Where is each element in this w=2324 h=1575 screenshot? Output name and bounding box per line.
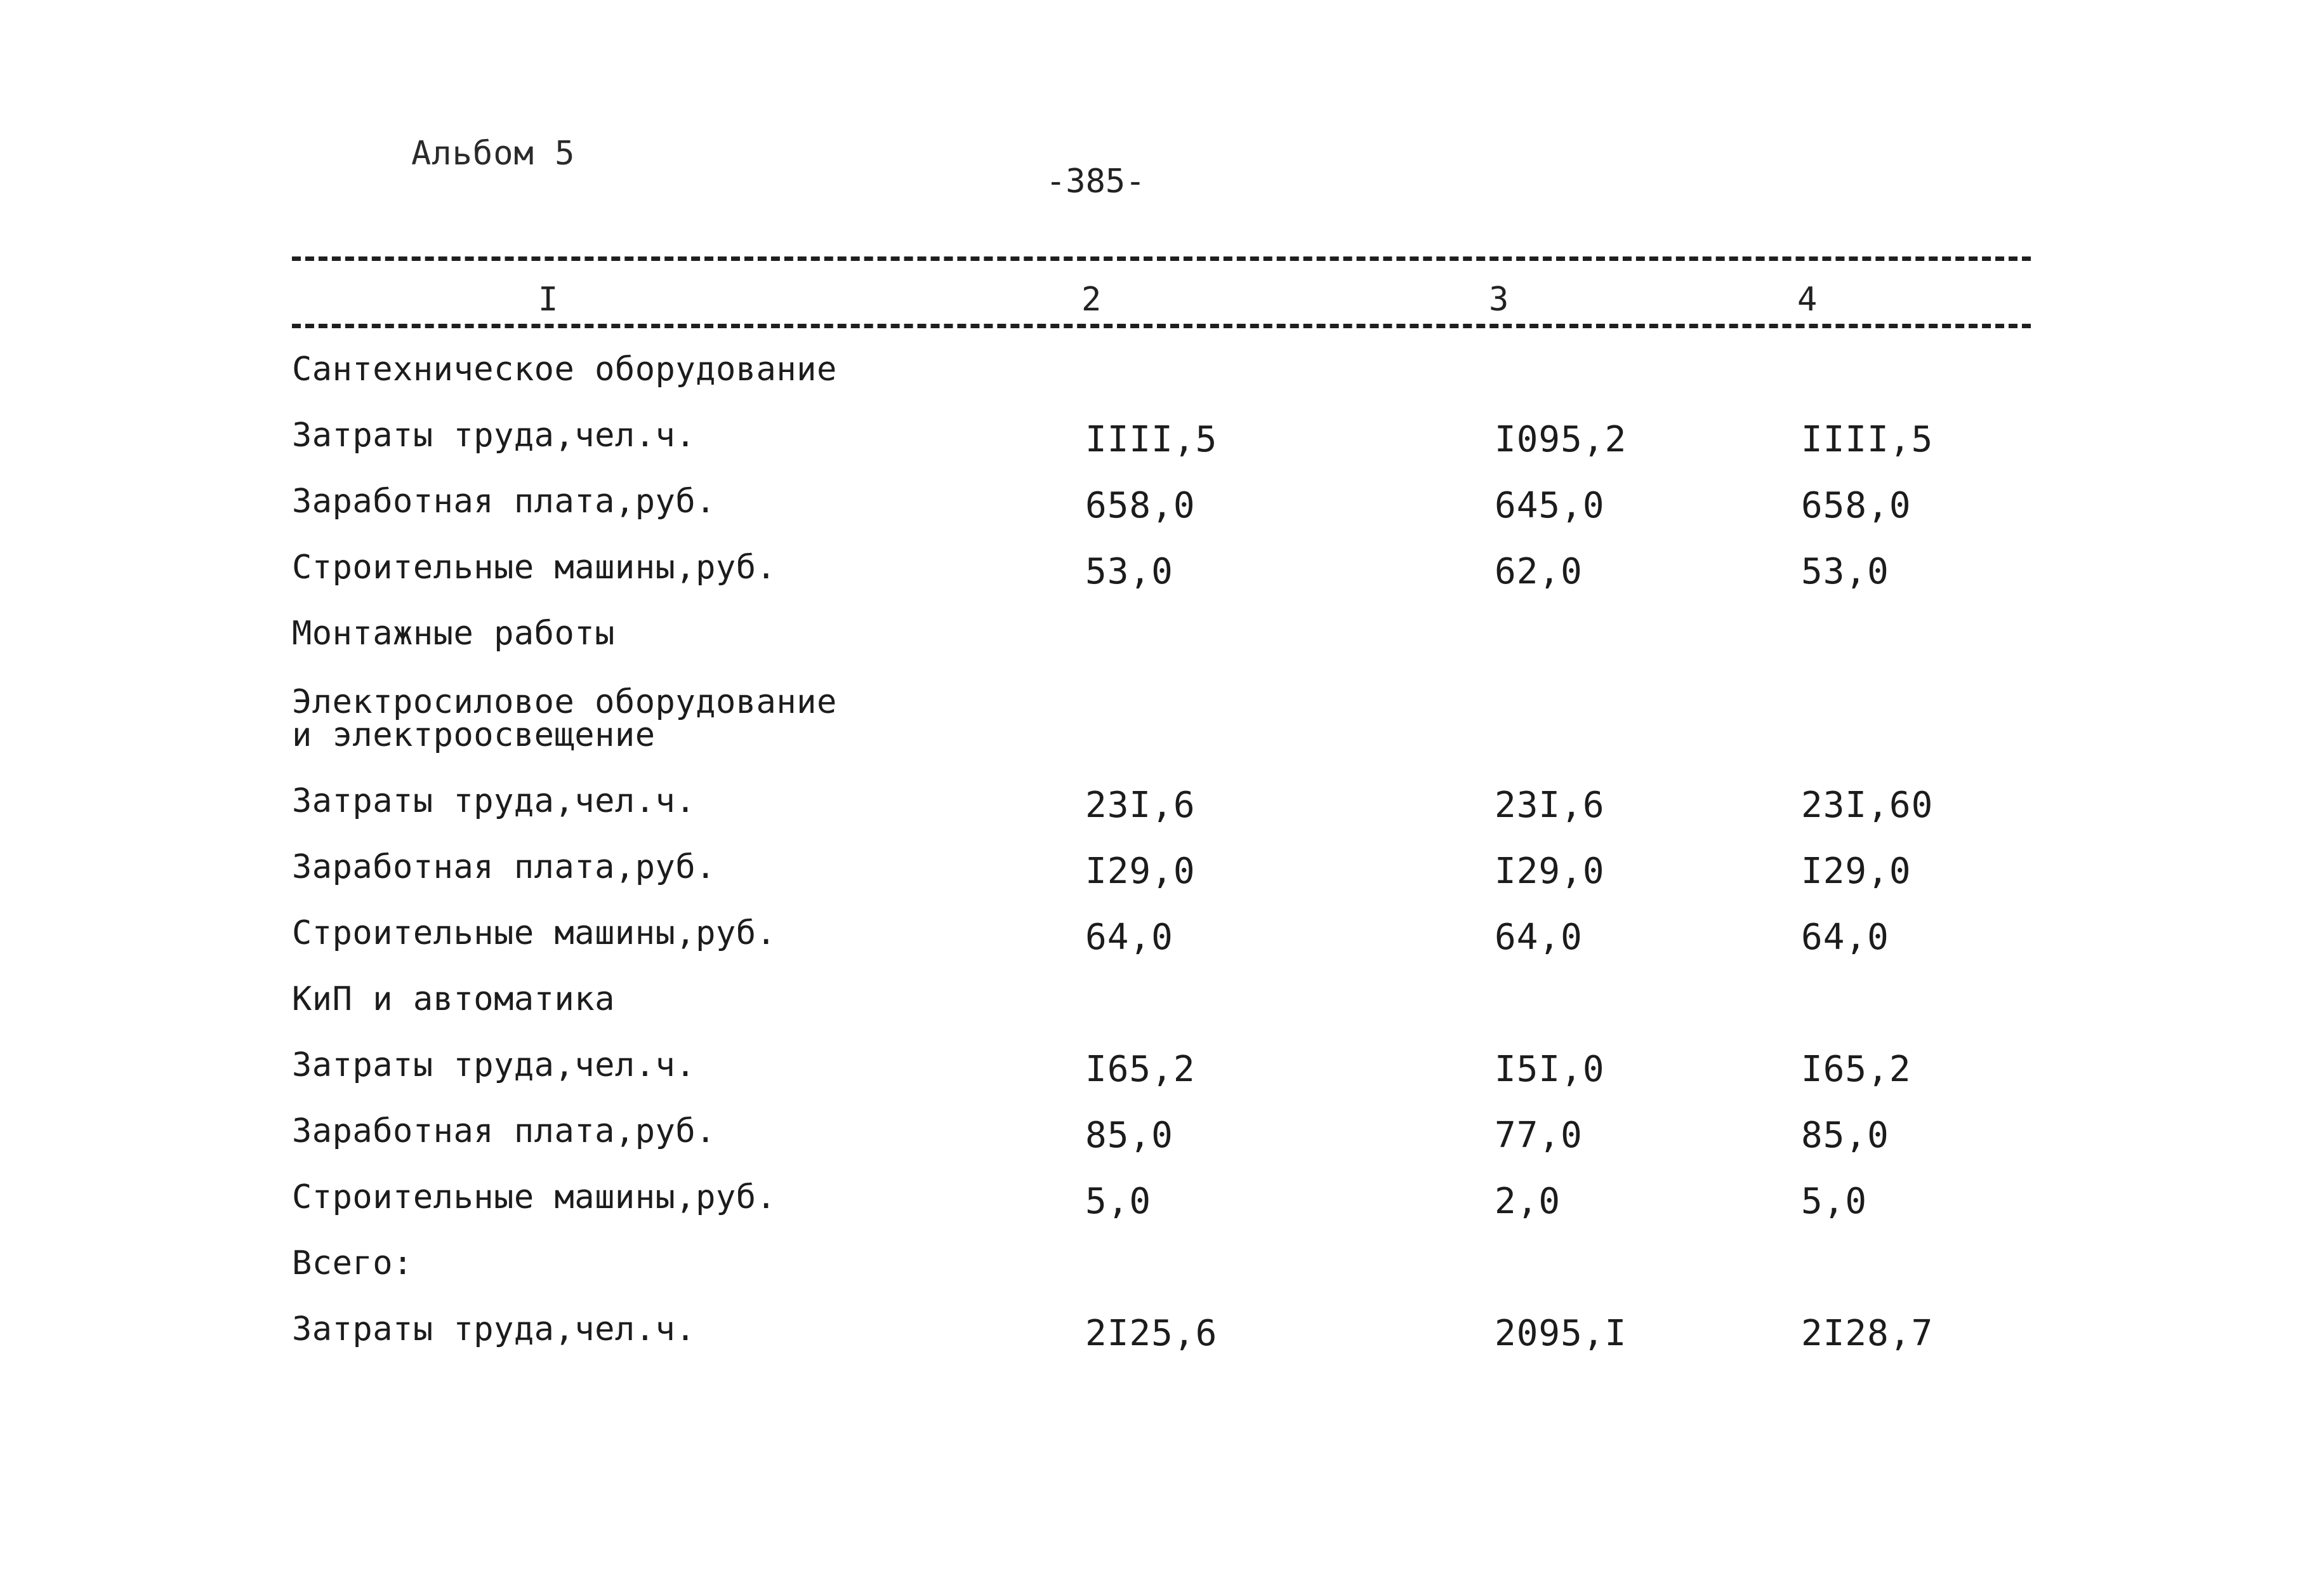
row-label: Заработная плата,руб. — [292, 848, 716, 886]
table-row — [0, 683, 2324, 754]
table-row — [0, 1046, 2324, 1112]
table-row — [0, 416, 2324, 482]
cell-col-4: 5,0 — [1801, 1181, 1868, 1222]
row-label: Сантехническое оборудование — [292, 350, 837, 389]
column-header-4: 4 — [1791, 281, 1823, 319]
cell-col-2: I65,2 — [1085, 1049, 1196, 1090]
table-row — [0, 980, 2324, 1046]
table-row — [0, 350, 2324, 416]
cell-col-4: IIII,5 — [1801, 419, 1934, 460]
table-row — [0, 848, 2324, 914]
cell-col-4: 23I,60 — [1801, 785, 1934, 826]
table-row — [0, 1244, 2324, 1310]
row-label: Строительные машины,руб. — [292, 914, 777, 952]
cell-col-4: I65,2 — [1801, 1049, 1911, 1090]
cell-col-2: I29,0 — [1085, 851, 1196, 892]
cell-col-2: IIII,5 — [1085, 419, 1218, 460]
cell-col-3: 2095,I — [1495, 1313, 1627, 1354]
cell-col-4: 2I28,7 — [1801, 1313, 1934, 1354]
column-header-2: 2 — [1075, 281, 1107, 319]
cell-col-3: 2,0 — [1495, 1181, 1561, 1222]
cell-col-3: 62,0 — [1495, 551, 1583, 592]
cell-col-3: I29,0 — [1495, 851, 1605, 892]
table-row — [0, 1178, 2324, 1244]
column-header-1: I — [532, 281, 564, 319]
cell-col-2: 64,0 — [1085, 917, 1173, 958]
table-row — [0, 617, 2324, 681]
row-label: Затраты труда,чел.ч. — [292, 1310, 696, 1348]
cell-col-2: 5,0 — [1085, 1181, 1152, 1222]
table-row — [0, 1310, 2324, 1376]
table-top-rule — [292, 256, 2031, 261]
table-row — [0, 482, 2324, 548]
row-label: Заработная плата,руб. — [292, 482, 716, 521]
cell-col-2: 85,0 — [1085, 1115, 1173, 1156]
cell-col-4: 85,0 — [1801, 1115, 1889, 1156]
cell-col-3: 645,0 — [1495, 485, 1605, 526]
cell-col-4: 53,0 — [1801, 551, 1889, 592]
row-label: Затраты труда,чел.ч. — [292, 416, 696, 455]
row-label: КиП и автоматика — [292, 980, 615, 1018]
cell-col-2: 53,0 — [1085, 551, 1173, 592]
table-row — [0, 914, 2324, 980]
cell-col-2: 2I25,6 — [1085, 1313, 1218, 1354]
page-number: -385- — [1046, 163, 1145, 201]
row-label: Затраты труда,чел.ч. — [292, 1046, 696, 1084]
cell-col-4: I29,0 — [1801, 851, 1911, 892]
row-label: Электросиловое оборудование и электроосвещение — [292, 683, 837, 754]
cell-col-2: 658,0 — [1085, 485, 1196, 526]
table-row — [0, 1112, 2324, 1178]
cell-col-3: 64,0 — [1495, 917, 1583, 958]
cell-col-3: 23I,6 — [1495, 785, 1605, 826]
cell-col-4: 658,0 — [1801, 485, 1911, 526]
row-label: Всего: — [292, 1244, 413, 1282]
column-header-3: 3 — [1482, 281, 1515, 319]
table-row — [0, 548, 2324, 615]
row-label: Строительные машины,руб. — [292, 1178, 777, 1216]
table-row — [0, 782, 2324, 848]
cell-col-3: 77,0 — [1495, 1115, 1583, 1156]
cell-col-3: I095,2 — [1495, 419, 1627, 460]
row-label: Монтажные работы — [292, 615, 615, 653]
cell-col-4: 64,0 — [1801, 917, 1889, 958]
cell-col-3: I5I,0 — [1495, 1049, 1605, 1090]
cell-col-2: 23I,6 — [1085, 785, 1196, 826]
row-label: Заработная плата,руб. — [292, 1112, 716, 1150]
album-label: Альбом 5 — [411, 135, 576, 173]
table-header-rule — [292, 324, 2031, 328]
row-label: Затраты труда,чел.ч. — [292, 782, 696, 820]
row-label: Строительные машины,руб. — [292, 548, 777, 587]
